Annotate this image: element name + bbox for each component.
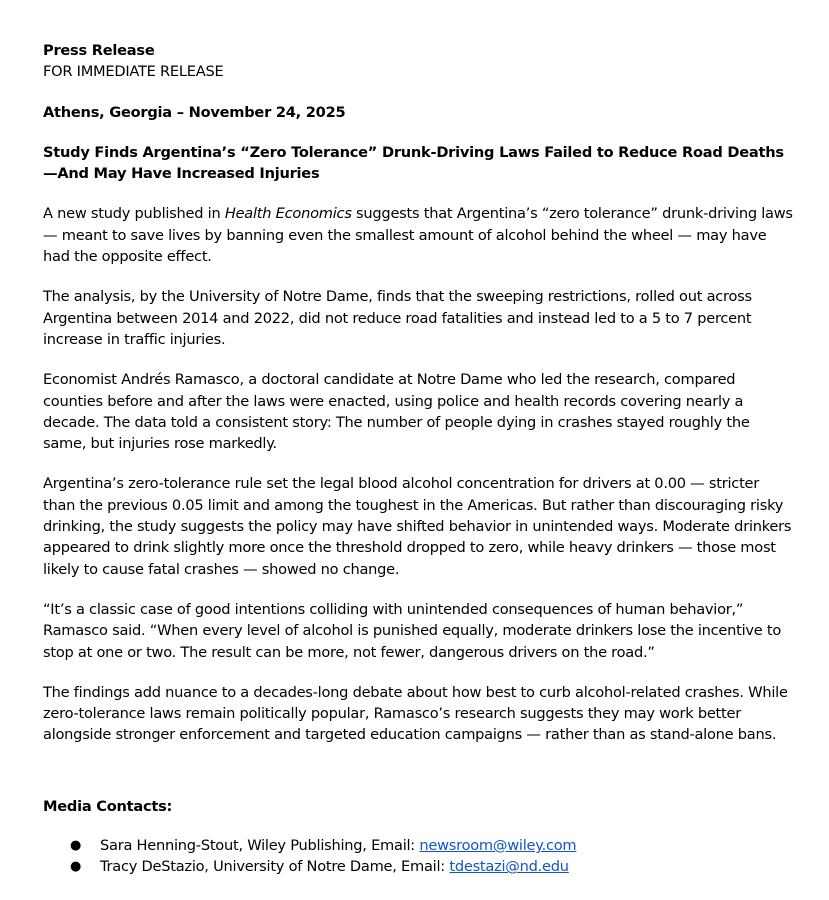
media-contacts-heading: Media Contacts: bbox=[43, 797, 173, 815]
contact-prefix: Sara Henning-Stout, Wiley Publishing, Email: bbox=[100, 837, 420, 855]
paragraph-text: suggests that Argentina’s “zero tolerance” drunk-driving laws — meant to save lives by banning even the smallest amount of alcohol behind the wheel — may have had the opposite effect. bbox=[43, 205, 793, 266]
email-link[interactable]: tdestazi@nd.edu bbox=[449, 858, 569, 876]
email-link[interactable]: newsroom@wiley.com bbox=[419, 837, 577, 855]
body-paragraph-6: The findings add nuance to a decades-long debate about how best to curb alcohol-related crashes. While zero-tolerance laws remain politically popular, Ramasco’s research suggests they may work better alongside stronger enforcement and targeted education campaigns — rather than as stand-alone bans. bbox=[43, 683, 788, 744]
body-paragraph-2: The analysis, by the University of Notre Dame, finds that the sweeping restrictions, rolled out across Argentina between 2014 and 2022, did not reduce road fatalities and instead led to a 5 to 7 percent increase in traffic injuries. bbox=[43, 288, 752, 348]
journal-name: Health Economics bbox=[224, 205, 352, 223]
document-kicker: Press Release bbox=[43, 42, 155, 59]
headline: Study Finds Argentina’s “Zero Tolerance” Drunk-Driving Laws Failed to Reduce Road Deaths—And May Have Increased Injuries bbox=[43, 143, 784, 183]
body-paragraph-5: “It’s a classic case of good intentions colliding with unintended consequences of human behavior,” Ramasco said. “When every level of alcohol is punished equally, moderate drinkers lose the incentive to stop at one or two. The result can be more, not fewer, dangerous drivers on the road.” bbox=[43, 600, 782, 661]
dateline: Athens, Georgia – November 24, 2025 bbox=[43, 103, 346, 121]
release-note: FOR IMMEDIATE RELEASE bbox=[43, 63, 224, 81]
body-paragraph-4: Argentina’s zero-tolerance rule set the legal blood alcohol concentration for drivers at 0.00 — stricter than the previous 0.05 limit and among the toughest in the Americas. But rather than discouraging risky drinking, the study suggests the policy may have shifted behavior in unintended ways. Moderate drinkers appeared to drink slightly more once the threshold dropped to zero, while heavy drinkers — those most likely to cause fatal crashes — showed no change. bbox=[43, 475, 792, 578]
contact-prefix: Tracy DeStazio, University of Notre Dame, Email: bbox=[100, 858, 450, 876]
body-paragraph-3: Economist Andrés Ramasco, a doctoral candidate at Notre Dame who led the research, compared counties before and after the laws were enacted, using police and health records covering nearly a decade. The data told a consistent story: The number of people dying in crashes stayed roughly the same, but injuries rose markedly. bbox=[43, 371, 750, 453]
body-paragraph-1 bbox=[43, 203, 793, 267]
paragraph-text: A new study published in bbox=[43, 205, 225, 223]
list-item bbox=[43, 835, 793, 856]
bullet-icon: ● bbox=[70, 838, 82, 854]
list-item bbox=[43, 856, 793, 877]
bullet-icon: ● bbox=[70, 859, 82, 875]
media-contacts-list bbox=[43, 835, 793, 878]
